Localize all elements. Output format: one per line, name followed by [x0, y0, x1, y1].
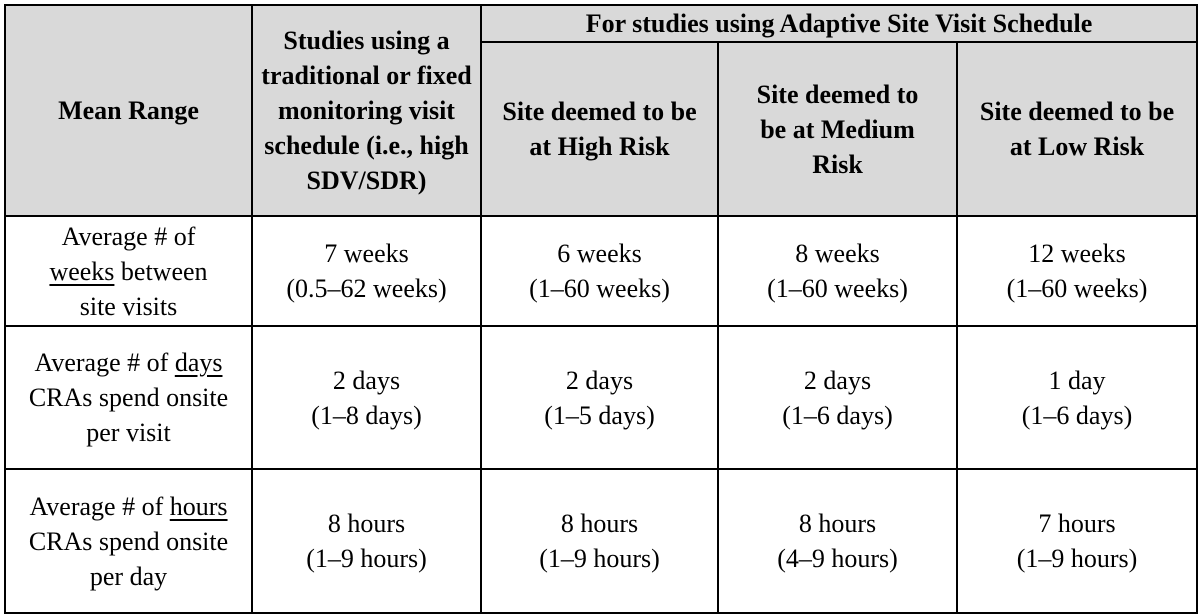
row-label-key: days: [174, 348, 223, 377]
row-label-pre: Average # of: [61, 221, 196, 251]
monitoring-schedule-table: [4, 4, 1198, 614]
cell-value: 7 weeks: [324, 239, 409, 268]
cell-range: (1–6 days): [782, 400, 893, 430]
cell-range: (0.5–62 weeks): [286, 274, 447, 303]
row-label-days: [5, 326, 252, 469]
cell-value: 2 days: [803, 365, 872, 395]
header-adaptive-group: [481, 5, 1197, 42]
cell-value: 6 weeks: [557, 239, 642, 268]
cell-range: (4–9 hours): [777, 544, 898, 573]
table-cell: [957, 469, 1197, 613]
header-adaptive-group-text: For studies using Adaptive Site Visit Schedule: [585, 9, 1093, 38]
header-low-risk-text: Site deemed to be at Low Risk: [979, 97, 1175, 161]
row-label-post: between site visits: [79, 256, 208, 321]
cell-value: 1 day: [1048, 365, 1106, 395]
row-label-pre: Average # of: [34, 348, 169, 377]
row-label-weeks: [5, 216, 252, 326]
table-cell: [481, 216, 718, 326]
table-cell: [252, 326, 481, 469]
table-cell: [718, 469, 957, 613]
header-low-risk: [957, 42, 1197, 216]
table-cell: [481, 326, 718, 469]
cell-range: (1–6 days): [1021, 400, 1133, 430]
header-medium-risk-text: Site deemed to be at Medium Risk: [756, 79, 919, 179]
cell-range: (1–9 hours): [1016, 544, 1138, 573]
header-medium-risk: [718, 42, 957, 216]
cell-value: 8 hours: [798, 509, 877, 538]
header-row-1: [5, 5, 1197, 42]
cell-range: (1–8 days): [311, 400, 422, 430]
table-cell: [957, 326, 1197, 469]
header-traditional: [252, 5, 481, 216]
cell-value: 8 weeks: [795, 239, 880, 268]
cell-range: (1–60 weeks): [1006, 274, 1148, 303]
row-label-post: CRAs spend onsite per day: [28, 526, 229, 591]
table-cell: [252, 216, 481, 326]
header-traditional-text: Studies using a traditional or fixed monitoring visit schedule (i.e., high SDV/SDR): [261, 26, 472, 195]
table-row-weeks: [5, 216, 1197, 326]
cell-value: 2 days: [565, 365, 634, 395]
cell-value: 2 days: [332, 365, 401, 395]
header-mean-range-text: Mean Range: [58, 96, 199, 125]
row-label-hours: [5, 469, 252, 613]
table-row-hours: [5, 469, 1197, 613]
table-cell: [481, 469, 718, 613]
header-mean-range: [5, 5, 252, 216]
header-high-risk: [481, 42, 718, 216]
table-cell: [957, 216, 1197, 326]
table-cell: [718, 216, 957, 326]
row-label-key: weeks: [49, 256, 115, 286]
cell-range: (1–9 hours): [539, 544, 660, 573]
cell-range: (1–9 hours): [306, 544, 427, 573]
cell-value: 7 hours: [1038, 509, 1116, 538]
header-high-risk-text: Site deemed to be at High Risk: [502, 97, 697, 161]
cell-range: (1–5 days): [544, 400, 655, 430]
row-label-post: CRAs spend onsite per visit: [28, 383, 229, 447]
cell-value: 12 weeks: [1028, 239, 1126, 268]
cell-value: 8 hours: [560, 509, 639, 538]
cell-range: (1–60 weeks): [529, 274, 670, 303]
row-label-pre: Average # of: [29, 491, 164, 521]
table-cell: [252, 469, 481, 613]
cell-range: (1–60 weeks): [767, 274, 908, 303]
row-label-key: hours: [169, 491, 228, 521]
table-row-days: [5, 326, 1197, 469]
cell-value: 8 hours: [327, 509, 406, 538]
table-cell: [718, 326, 957, 469]
